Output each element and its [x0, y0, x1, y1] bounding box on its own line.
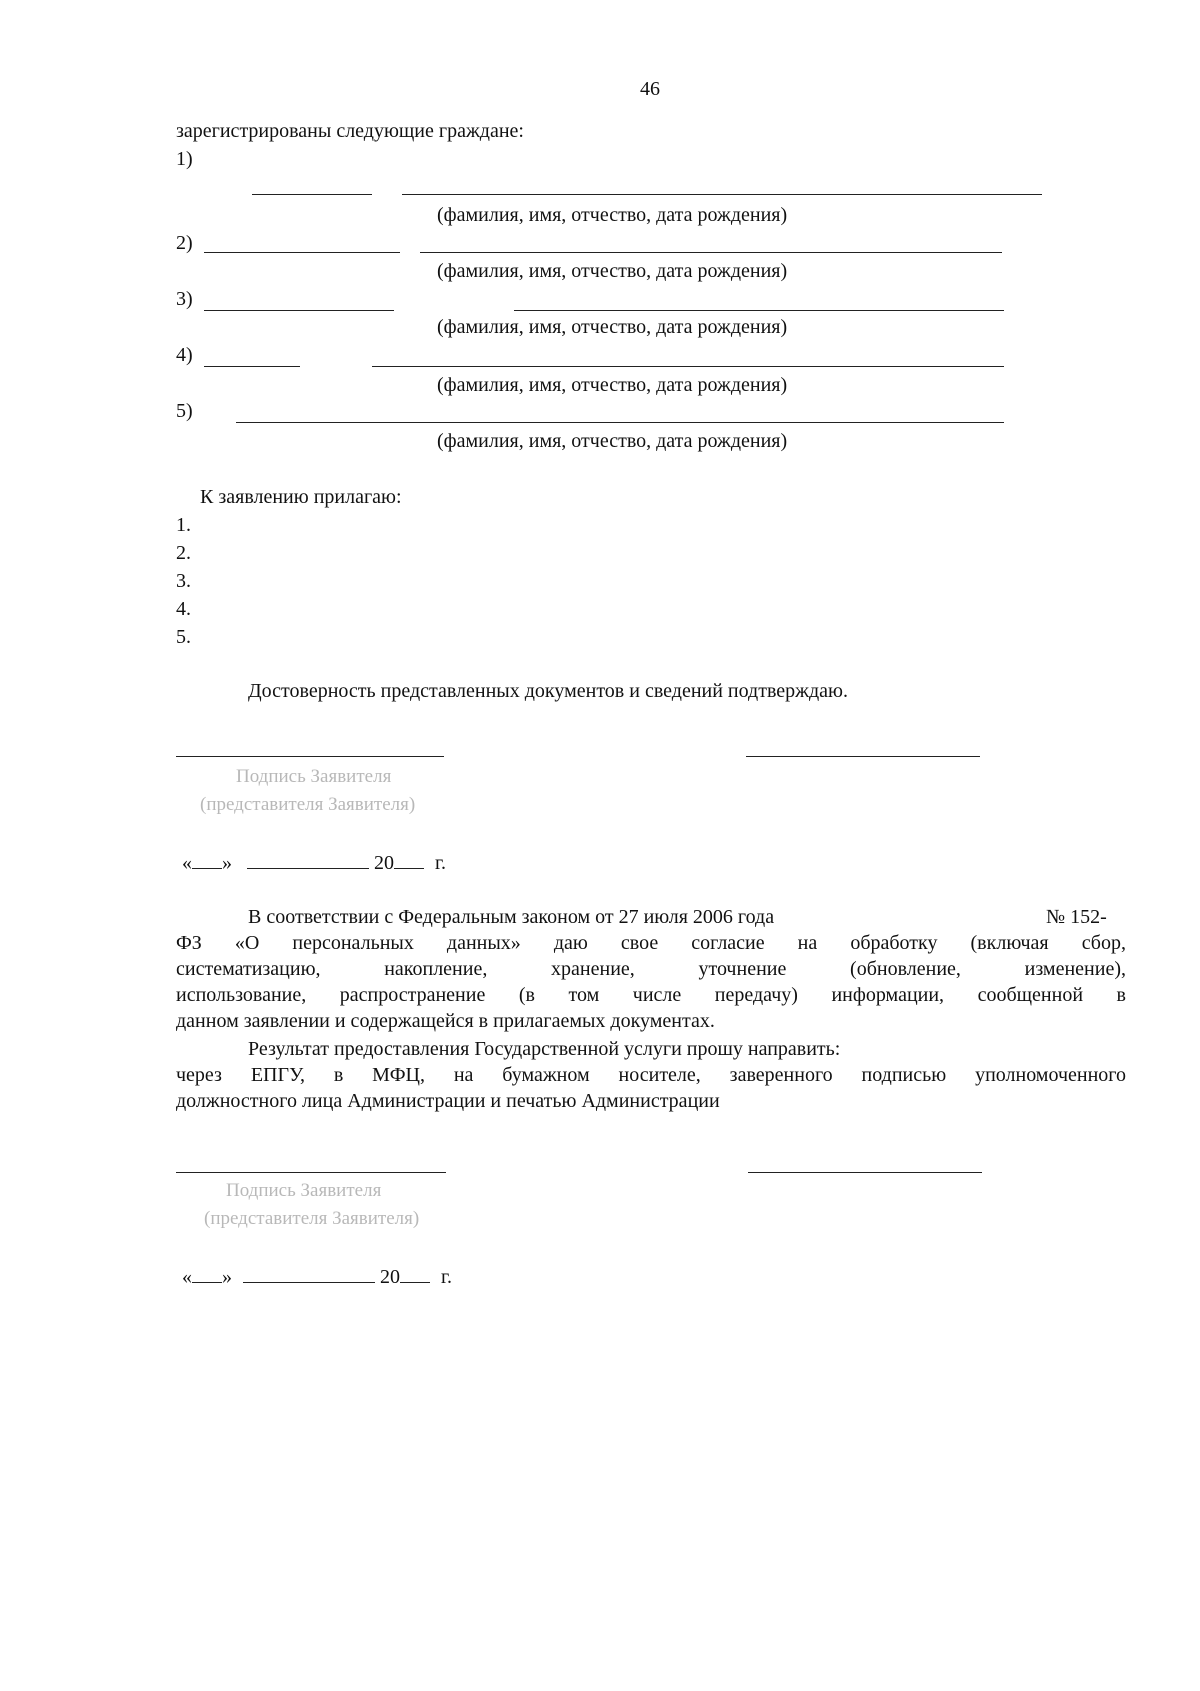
citizen-caption: (фамилия, имя, отчество, дата рождения) [437, 374, 788, 396]
signature-label: Подпись Заявителя [236, 766, 392, 787]
citizen-1-line[interactable] [252, 194, 372, 195]
name-line[interactable] [746, 756, 980, 757]
citizen-3-line[interactable] [204, 310, 394, 311]
attachment-item: 4. [176, 598, 191, 620]
citizen-caption: (фамилия, имя, отчество, дата рождения) [437, 260, 788, 282]
citizen-caption: (фамилия, имя, отчество, дата рождения) [437, 316, 788, 338]
citizen-1-line[interactable] [402, 194, 1042, 195]
result-line: Результат предоставления Государственной услуги прошу направить: [248, 1038, 841, 1060]
citizen-number: 5) [176, 400, 193, 422]
signature-label: Подпись Заявителя [226, 1180, 382, 1201]
representative-label: (представителя Заявителя) [200, 794, 416, 815]
consent-line: использование, распространение (в том числе передачу) информации, сообщенной в [176, 984, 1126, 1006]
consent-line: № 152- [1046, 906, 1107, 928]
quote-close: » [222, 852, 232, 874]
year-suffix: г. [441, 1266, 452, 1288]
quote-open: « [182, 1266, 192, 1288]
citizen-number: 1) [176, 148, 193, 170]
attachment-item: 2. [176, 542, 191, 564]
citizen-4-line[interactable] [372, 366, 1004, 367]
attachment-item: 3. [176, 570, 191, 592]
quote-close: » [222, 1266, 232, 1288]
citizen-2-line[interactable] [420, 252, 1002, 253]
representative-label: (представителя Заявителя) [204, 1208, 420, 1229]
signature-line[interactable] [176, 756, 444, 757]
citizen-5-line[interactable] [236, 422, 1004, 423]
consent-line: В соответствии с Федеральным законом от 27 июля 2006 года [248, 906, 775, 928]
consent-line: ФЗ «О персональных данных» даю свое согласие на обработку (включая сбор, [176, 932, 1126, 954]
signature-line[interactable] [176, 1172, 446, 1173]
name-line[interactable] [748, 1172, 982, 1173]
year-suffix: г. [435, 852, 446, 874]
citizen-caption: (фамилия, имя, отчество, дата рождения) [437, 430, 788, 452]
confirmation-text: Достоверность представленных документов и сведений подтверждаю. [248, 680, 848, 702]
citizen-4-line[interactable] [204, 366, 300, 367]
citizen-3-line[interactable] [514, 310, 1004, 311]
page-number: 46 [640, 78, 660, 100]
date-line[interactable] [182, 852, 482, 876]
date-line[interactable] [182, 1266, 482, 1290]
consent-line: систематизацию, накопление, хранение, уточнение (обновление, изменение), [176, 958, 1126, 980]
quote-open: « [182, 852, 192, 874]
attachment-item: 1. [176, 514, 191, 536]
year-prefix: 20 [380, 1266, 400, 1288]
year-prefix: 20 [374, 852, 394, 874]
citizen-caption: (фамилия, имя, отчество, дата рождения) [437, 204, 788, 226]
citizen-2-line[interactable] [204, 252, 400, 253]
attachments-heading: К заявлению прилагаю: [200, 486, 402, 508]
citizen-number: 2) [176, 232, 193, 254]
result-line: через ЕПГУ, в МФЦ, на бумажном носителе, заверенного подписью уполномоченного [176, 1064, 1126, 1086]
citizen-number: 4) [176, 344, 193, 366]
citizens-intro: зарегистрированы следующие граждане: [176, 120, 524, 142]
citizen-number: 3) [176, 288, 193, 310]
consent-line: данном заявлении и содержащейся в прилагаемых документах. [176, 1010, 715, 1032]
result-line: должностного лица Администрации и печатью Администрации [176, 1090, 720, 1112]
attachment-item: 5. [176, 626, 191, 648]
